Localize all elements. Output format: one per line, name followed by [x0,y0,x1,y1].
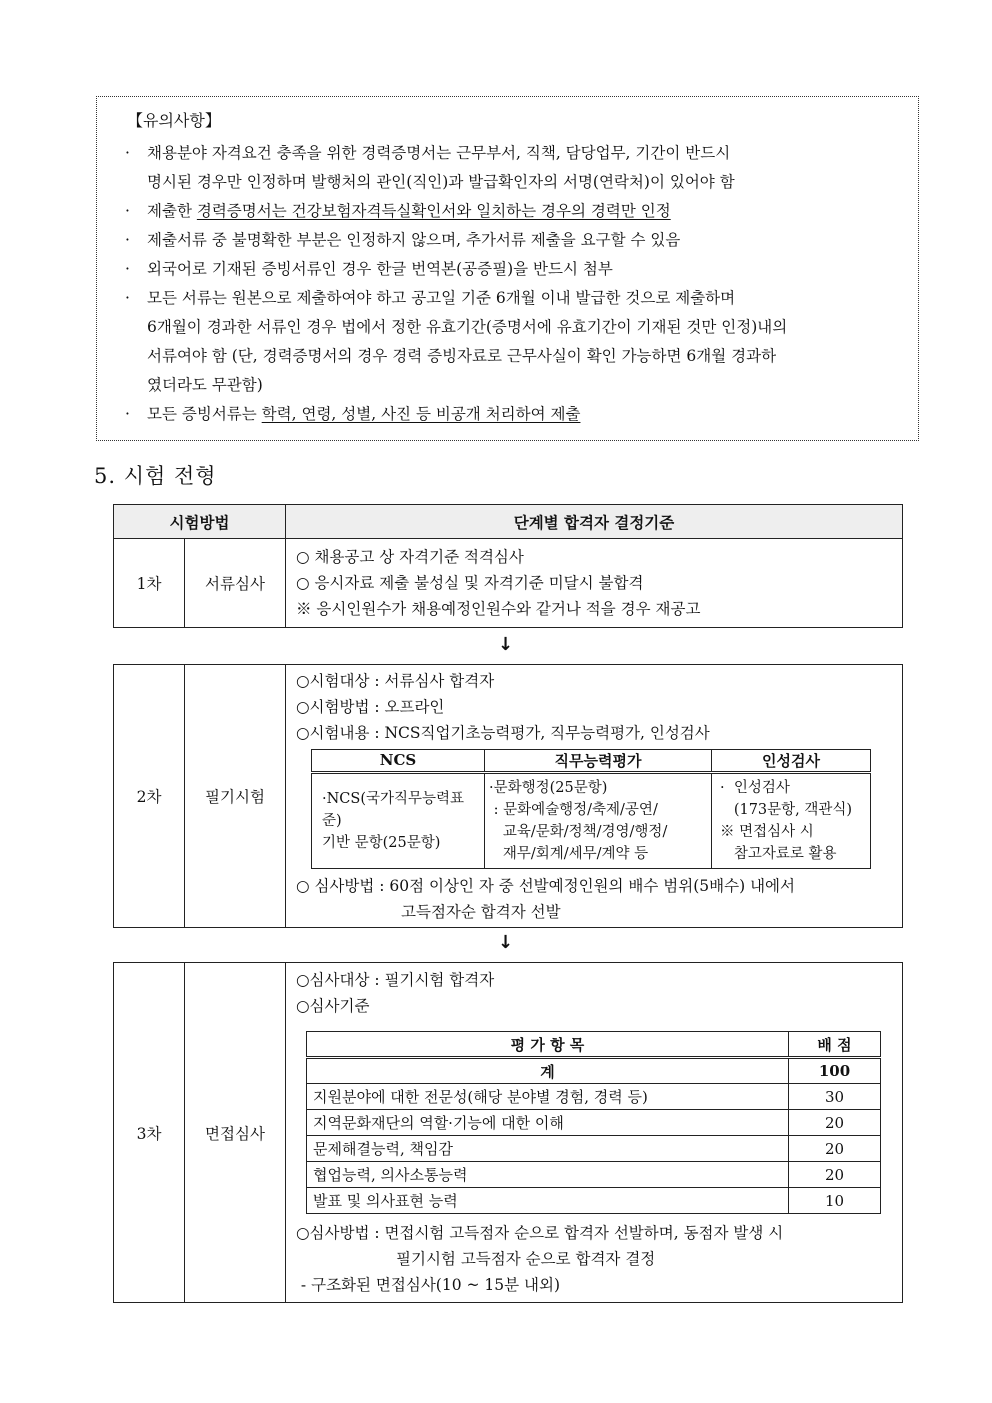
cell-line: ※ 면접심사 시 [720,823,814,840]
criteria-line: ○시험내용 : NCS직업기초능력평가, 직무능력평가, 인성검사 [296,723,710,742]
stage-name: 서류심사 [185,539,286,628]
stage-number: 1차 [114,539,185,628]
notice-underlined-text: 학력, 연령, 성별, 사진 등 비공개 처리하여 제출 [261,405,581,423]
table-row [307,1110,881,1136]
criteria-line: ○시험방법 : 오프라인 [296,697,445,716]
criteria-line: ○ 채용공고 상 자격기준 적격심사 [296,548,524,566]
notice-line: 서류여야 함 (단, 경력증명서의 경우 경력 증빙자료로 근무사실이 확인 가능하면 6개월 경과하 [147,347,777,365]
total-points: 100 [789,1058,881,1084]
score-points: 10 [789,1188,881,1214]
notice-item: · 모든 증빙서류는 학력, 연령, 성별, 사진 등 비공개 처리하여 제출 [125,405,581,423]
score-header-points: 배 점 [789,1032,881,1058]
notice-box [96,96,919,441]
notice-line: 외국어로 기재된 증빙서류인 경우 한글 번역본(공증필)을 반드시 첨부 [147,260,613,278]
sub-header: NCS [312,749,485,772]
notice-underlined-text: 경력증명서는 건강보험자격득실확인서와 일치하는 경우의 경력만 인정 [196,202,671,220]
score-points: 20 [789,1110,881,1136]
notice-item: · 외국어로 기재된 증빙서류인 경우 한글 번역본(공증필)을 반드시 첨부 [127,255,898,284]
notice-text: 제출한 [147,202,197,220]
notice-item: · 모든 서류는 원본으로 제출하여야 하고 공고일 기준 6개월 이내 발급한 것으로 제출하며 6개월이 경과한 서류인 경우 법에서 정한 유효기간(증명서에 유효기간이 기재된 것만 인정)내의 서류여야 함 (단, 경력증명서의 경우 경력 증빙자료로 근무사실이 확인 가능하면 6개월 경과하 였더라도 무관함) [127,284,898,400]
criteria-line: 고득점자순 합격자 선발 [401,902,561,921]
criteria-line: ○심사기준 [296,997,370,1015]
notice-item: · 채용분야 자격요건 충족을 위한 경력증명서는 근무부서, 직책, 담당업무, 기간이 반드시 명시된 경우만 인정하며 발행처의 관인(직인)과 발급확인자의 서명(연락처)이 있어야 함 [127,139,898,197]
sub-header: 직무능력평가 [485,749,712,772]
score-points: 20 [789,1136,881,1162]
exam-table-stage1 [113,504,903,628]
score-points: 20 [789,1162,881,1188]
score-item: 문제해결능력, 책임감 [307,1136,789,1162]
table-row [307,1188,881,1214]
written-test-table [311,749,871,869]
cell-line: ·문화행정(25문항) [489,779,608,796]
stage-criteria [286,539,903,628]
stage-number: 2차 [114,665,185,928]
cell-line: : 문화예술행정/축제/공연/ [489,801,658,818]
header-method: 시험방법 [114,505,286,539]
ncs-cell [312,772,485,868]
notice-line: 명시된 경우만 인정하며 발행처의 관인(직인)과 발급확인자의 서명(연락처)이 있어야 함 [147,173,735,191]
score-points: 30 [789,1084,881,1110]
criteria-line: ○ 심사방법 : 60점 이상인 자 중 선발예정인원의 배수 범위(5배수) 내에서 [296,876,795,895]
criteria-line: - 구조화된 면접심사(10 ~ 15분 내외) [296,1276,561,1294]
arrow-down-icon: ↓ [498,634,514,655]
cell-line: 교육/문화/정책/경영/행정/ [489,823,668,840]
score-item: 지역문화재단의 역할·기능에 대한 이해 [307,1110,789,1136]
score-item: 협업능력, 의사소통능력 [307,1162,789,1188]
stage-number: 3차 [114,963,185,1303]
score-header-item: 평 가 항 목 [307,1032,789,1058]
notice-line: 6개월이 경과한 서류인 경우 법에서 정한 유효기간(증명서에 유효기간이 기재된 것만 인정)내의 [147,318,788,336]
interview-score-table [306,1031,881,1214]
notice-line: 였더라도 무관함) [147,376,263,394]
score-item: 지원분야에 대한 전문성(해당 분야별 경험, 경력 등) [307,1084,789,1110]
criteria-line: 필기시험 고득점자 순으로 합격자 결정 [396,1250,656,1268]
criteria-line: ○심사대상 : 필기시험 합격자 [296,971,495,989]
notice-line: 채용분야 자격요건 충족을 위한 경력증명서는 근무부서, 직책, 담당업무, 기간이 반드시 [147,144,731,162]
score-item: 발표 및 의사표현 능력 [307,1188,789,1214]
exam-table-stage2 [113,664,903,928]
criteria-line: ○ 응시자료 제출 불성실 및 자격기준 미달시 불합격 [296,574,644,592]
exam-table-stage3 [113,962,903,1303]
stage-criteria [286,665,903,928]
cell-line: 기반 문항(25문항) [322,834,441,851]
notice-line: 모든 서류는 원본으로 제출하여야 하고 공고일 기준 6개월 이내 발급한 것으로 제출하며 [147,289,736,307]
cell-line: 참고자료로 활용 [720,845,837,862]
cell-line: (173문항, 객관식) [720,801,853,818]
table-row [307,1162,881,1188]
criteria-line: ※ 응시인원수가 채용예정인원수와 같거나 적을 경우 재공고 [296,600,701,618]
notice-text: 모든 증빙서류는 [147,405,262,423]
job-cell [485,772,712,868]
criteria-line: ○시험대상 : 서류심사 합격자 [296,671,495,690]
stage-criteria [286,963,903,1303]
notice-title: 【유의사항】 [127,111,221,130]
table-row [307,1136,881,1162]
personality-cell [712,772,871,868]
table-row [307,1084,881,1110]
notice-item: · 제출서류 중 불명확한 부분은 인정하지 않으며, 추가서류 제출을 요구할 수 있음 [127,226,898,255]
sub-header: 인성검사 [712,749,871,772]
cell-line: 재무/회계/세무/계약 등 [489,845,649,862]
notice-item: · 제출한 경력증명서는 건강보험자격득실확인서와 일치하는 경우의 경력만 인정 [125,202,671,220]
criteria-line: ○심사방법 : 면접시험 고득점자 순으로 합격자 선발하며, 동점자 발생 시 [296,1224,784,1242]
notice-line: 제출서류 중 불명확한 부분은 인정하지 않으며, 추가서류 제출을 요구할 수 있음 [147,231,681,249]
stage-name: 면접심사 [185,963,286,1303]
header-criteria: 단계별 합격자 결정기준 [286,505,903,539]
cell-line: ·NCS(국가직무능력표준) [322,790,465,829]
cell-line: · 인성검사 [720,779,790,796]
section-title: 5. 시험 전형 [94,464,217,488]
stage-name: 필기시험 [185,665,286,928]
arrow-down-icon: ↓ [498,932,514,953]
total-label: 계 [307,1058,789,1084]
